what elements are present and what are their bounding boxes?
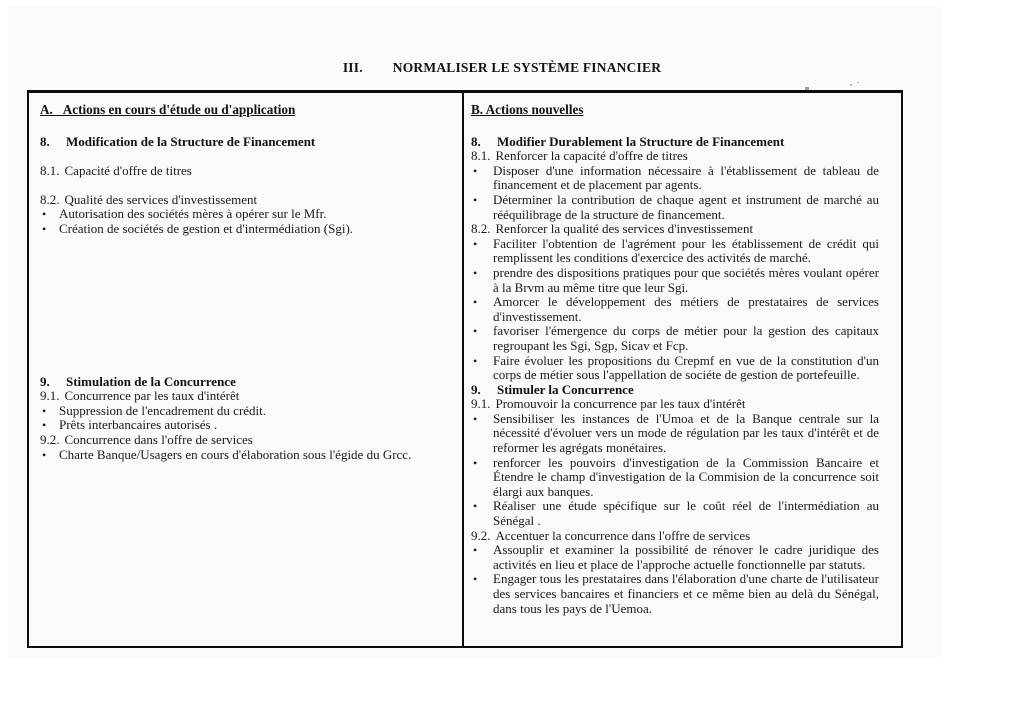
column-actions-en-cours	[29, 93, 462, 646]
bullet-icon: •	[473, 324, 478, 339]
list-item-text: Prêts interbancaires autorisés .	[59, 417, 218, 433]
section-number: 9.2.	[40, 431, 60, 447]
list-item	[471, 456, 879, 500]
section-number: 9.2.	[471, 527, 491, 543]
bullet-icon: •	[473, 236, 478, 251]
list-item	[471, 237, 879, 266]
list-item-text: Autorisation des sociétés mères à opérer sur le Mfr.	[59, 206, 327, 222]
section-title: Concurrence dans l'offre de services	[64, 431, 253, 447]
column-b-header	[471, 103, 879, 118]
list-item-text: Réaliser une étude spécifique sur le coût réel de l'intermédiation au Sénégal .	[493, 498, 879, 529]
right-section-9-1	[471, 397, 879, 412]
section-number: 8.1.	[471, 148, 491, 164]
list-item-text: Amorcer le développement des métiers de prestataires de services d'investissement.	[493, 294, 879, 324]
right-section-8-2	[471, 222, 879, 237]
list-item	[471, 543, 879, 572]
right-section-8-heading	[471, 135, 879, 150]
bullet-icon: •	[473, 572, 478, 587]
bullet-icon: •	[42, 221, 47, 236]
list-item	[40, 448, 452, 463]
list-item	[471, 266, 879, 295]
left-section-9-1	[40, 389, 452, 404]
left-section-9-2	[40, 433, 452, 448]
section-title: Modifier Durablement la Structure de Financement	[497, 133, 785, 149]
list-item	[471, 499, 879, 528]
bullet-icon: •	[473, 295, 478, 310]
section-number: 8.2.	[471, 221, 491, 237]
section-title: Renforcer la capacité d'offre de titres	[495, 148, 688, 164]
bullet-icon: •	[473, 192, 478, 207]
scan-speck	[850, 84, 852, 86]
list-item-text: renforcer les pouvoirs d'investigation de la Commission Bancaire et Étendre le champ d'investigation de la Commision de la concurrence soit élargi aux banques.	[493, 454, 879, 499]
list-item-text: Assouplir et examiner la possibilité de rénover le cadre juridique des activités en lieu et place de l'approche actuelle fonctionnelle par statuts.	[493, 542, 879, 572]
list-item	[471, 412, 879, 456]
section-number: 8.	[471, 133, 481, 149]
section-title: Stimuler la Concurrence	[497, 381, 634, 397]
list-item-text: Faciliter l'obtention de l'agrément pour les établissement de crédit qui remplissent les conditions d'exercice des activités de marché.	[493, 235, 879, 266]
list-item-text: Sensibiliser les instances de l'Umoa et de la Banque centrale sur la nécessité d'évoluer vers un mode de régulation par les taux d'intérêt et de reformer les agrégats monétaires.	[493, 410, 879, 456]
section-title: Accentuer la concurrence dans l'offre de services	[495, 527, 751, 543]
column-b-header-text: B. Actions nouvelles	[471, 102, 584, 117]
section-number: 8.	[40, 133, 50, 149]
section-number: 9.1.	[471, 396, 491, 412]
section-number: 9.	[471, 381, 481, 397]
section-title: Modification de la Structure de Financement	[66, 133, 316, 149]
left-section-8-1	[40, 164, 452, 179]
column-actions-nouvelles	[462, 93, 901, 646]
list-item	[471, 354, 879, 383]
list-item	[40, 222, 452, 237]
list-item-text: Engager tous les prestataires dans l'élaboration d'une charte de l'utilisateur des services bancaires et financiers et ce même bien au delà du Sénégal, dans tous les pays de l'Uemoa.	[493, 571, 879, 616]
bullet-icon: •	[473, 163, 478, 178]
right-section-9-heading	[471, 383, 879, 398]
document-title	[0, 60, 1004, 76]
title-numeral: III.	[342, 60, 363, 75]
bullet-icon: •	[42, 447, 47, 462]
list-item	[40, 207, 452, 222]
section-number: 9.	[40, 373, 50, 389]
actions-comparison-table	[27, 90, 903, 648]
list-item-text: prendre des dispositions pratiques pour que sociétés mères voulant opérer à la Brvm au même titre que leur Sgi.	[493, 264, 879, 295]
right-section-8-1	[471, 149, 879, 164]
bullet-icon: •	[42, 418, 47, 433]
list-item-text: Faire évoluer les propositions du Crepmf en vue de la constitution d'un corps de métier sous l'appellation de sociéte de gestion de portefeuille.	[493, 352, 879, 383]
left-section-8-2	[40, 193, 452, 208]
list-item-text: Déterminer la contribution de chaque agent et instrument de marché au rééquilibrage de la structure de financement.	[493, 191, 879, 222]
section-number: 8.1.	[40, 163, 60, 179]
section-title: Capacité d'offre de titres	[64, 163, 192, 179]
section-title: Renforcer la qualité des services d'investissement	[495, 221, 754, 237]
list-item-text: Création de sociétés de gestion et d'intermédiation (Sgi).	[59, 220, 354, 236]
section-number: 9.1.	[40, 388, 60, 404]
section-title: Promouvoir la concurrence par les taux d'intérêt	[495, 396, 746, 412]
section-number: 8.2.	[40, 191, 60, 207]
list-item-text: favoriser l'émergence du corps de métier pour la gestion des capitaux regroupant les Sgi, Sgp, Sicav et Fcp.	[493, 323, 879, 353]
scan-speck	[857, 82, 859, 83]
section-title: Concurrence par les taux d'intérêt	[64, 388, 240, 404]
bullet-icon: •	[42, 207, 47, 222]
list-item-text: Charte Banque/Usagers en cours d'élaboration sous l'égide du Grcc.	[59, 446, 412, 462]
list-item	[471, 164, 879, 193]
section-title: Stimulation de la Concurrence	[66, 373, 236, 389]
bullet-icon: •	[473, 543, 478, 558]
list-item	[40, 404, 452, 419]
bullet-icon: •	[42, 403, 47, 418]
list-item-text: Suppression de l'encadrement du crédit.	[59, 402, 267, 418]
list-item	[471, 324, 879, 353]
left-section-9-heading	[40, 375, 452, 390]
list-item	[471, 572, 879, 616]
bullet-icon: •	[473, 265, 478, 280]
bullet-icon: •	[473, 411, 478, 426]
left-section-8-heading	[40, 135, 452, 150]
list-item	[471, 295, 879, 324]
list-item	[40, 418, 452, 433]
bullet-icon: •	[473, 353, 478, 368]
vertical-gap	[40, 237, 452, 375]
bullet-icon: •	[473, 499, 478, 514]
list-item	[471, 193, 879, 222]
bullet-icon: •	[473, 455, 478, 470]
column-a-header-text: A. Actions en cours d'étude ou d'application	[40, 102, 296, 117]
right-section-9-2	[471, 529, 879, 544]
column-a-header	[40, 103, 452, 118]
list-item-text: Disposer d'une information nécessaire à l'établissement de tableau de financement et de placement par agents.	[493, 162, 879, 193]
section-title: Qualité des services d'investissement	[64, 191, 258, 207]
title-text: NORMALISER LE SYSTÈME FINANCIER	[392, 60, 662, 75]
